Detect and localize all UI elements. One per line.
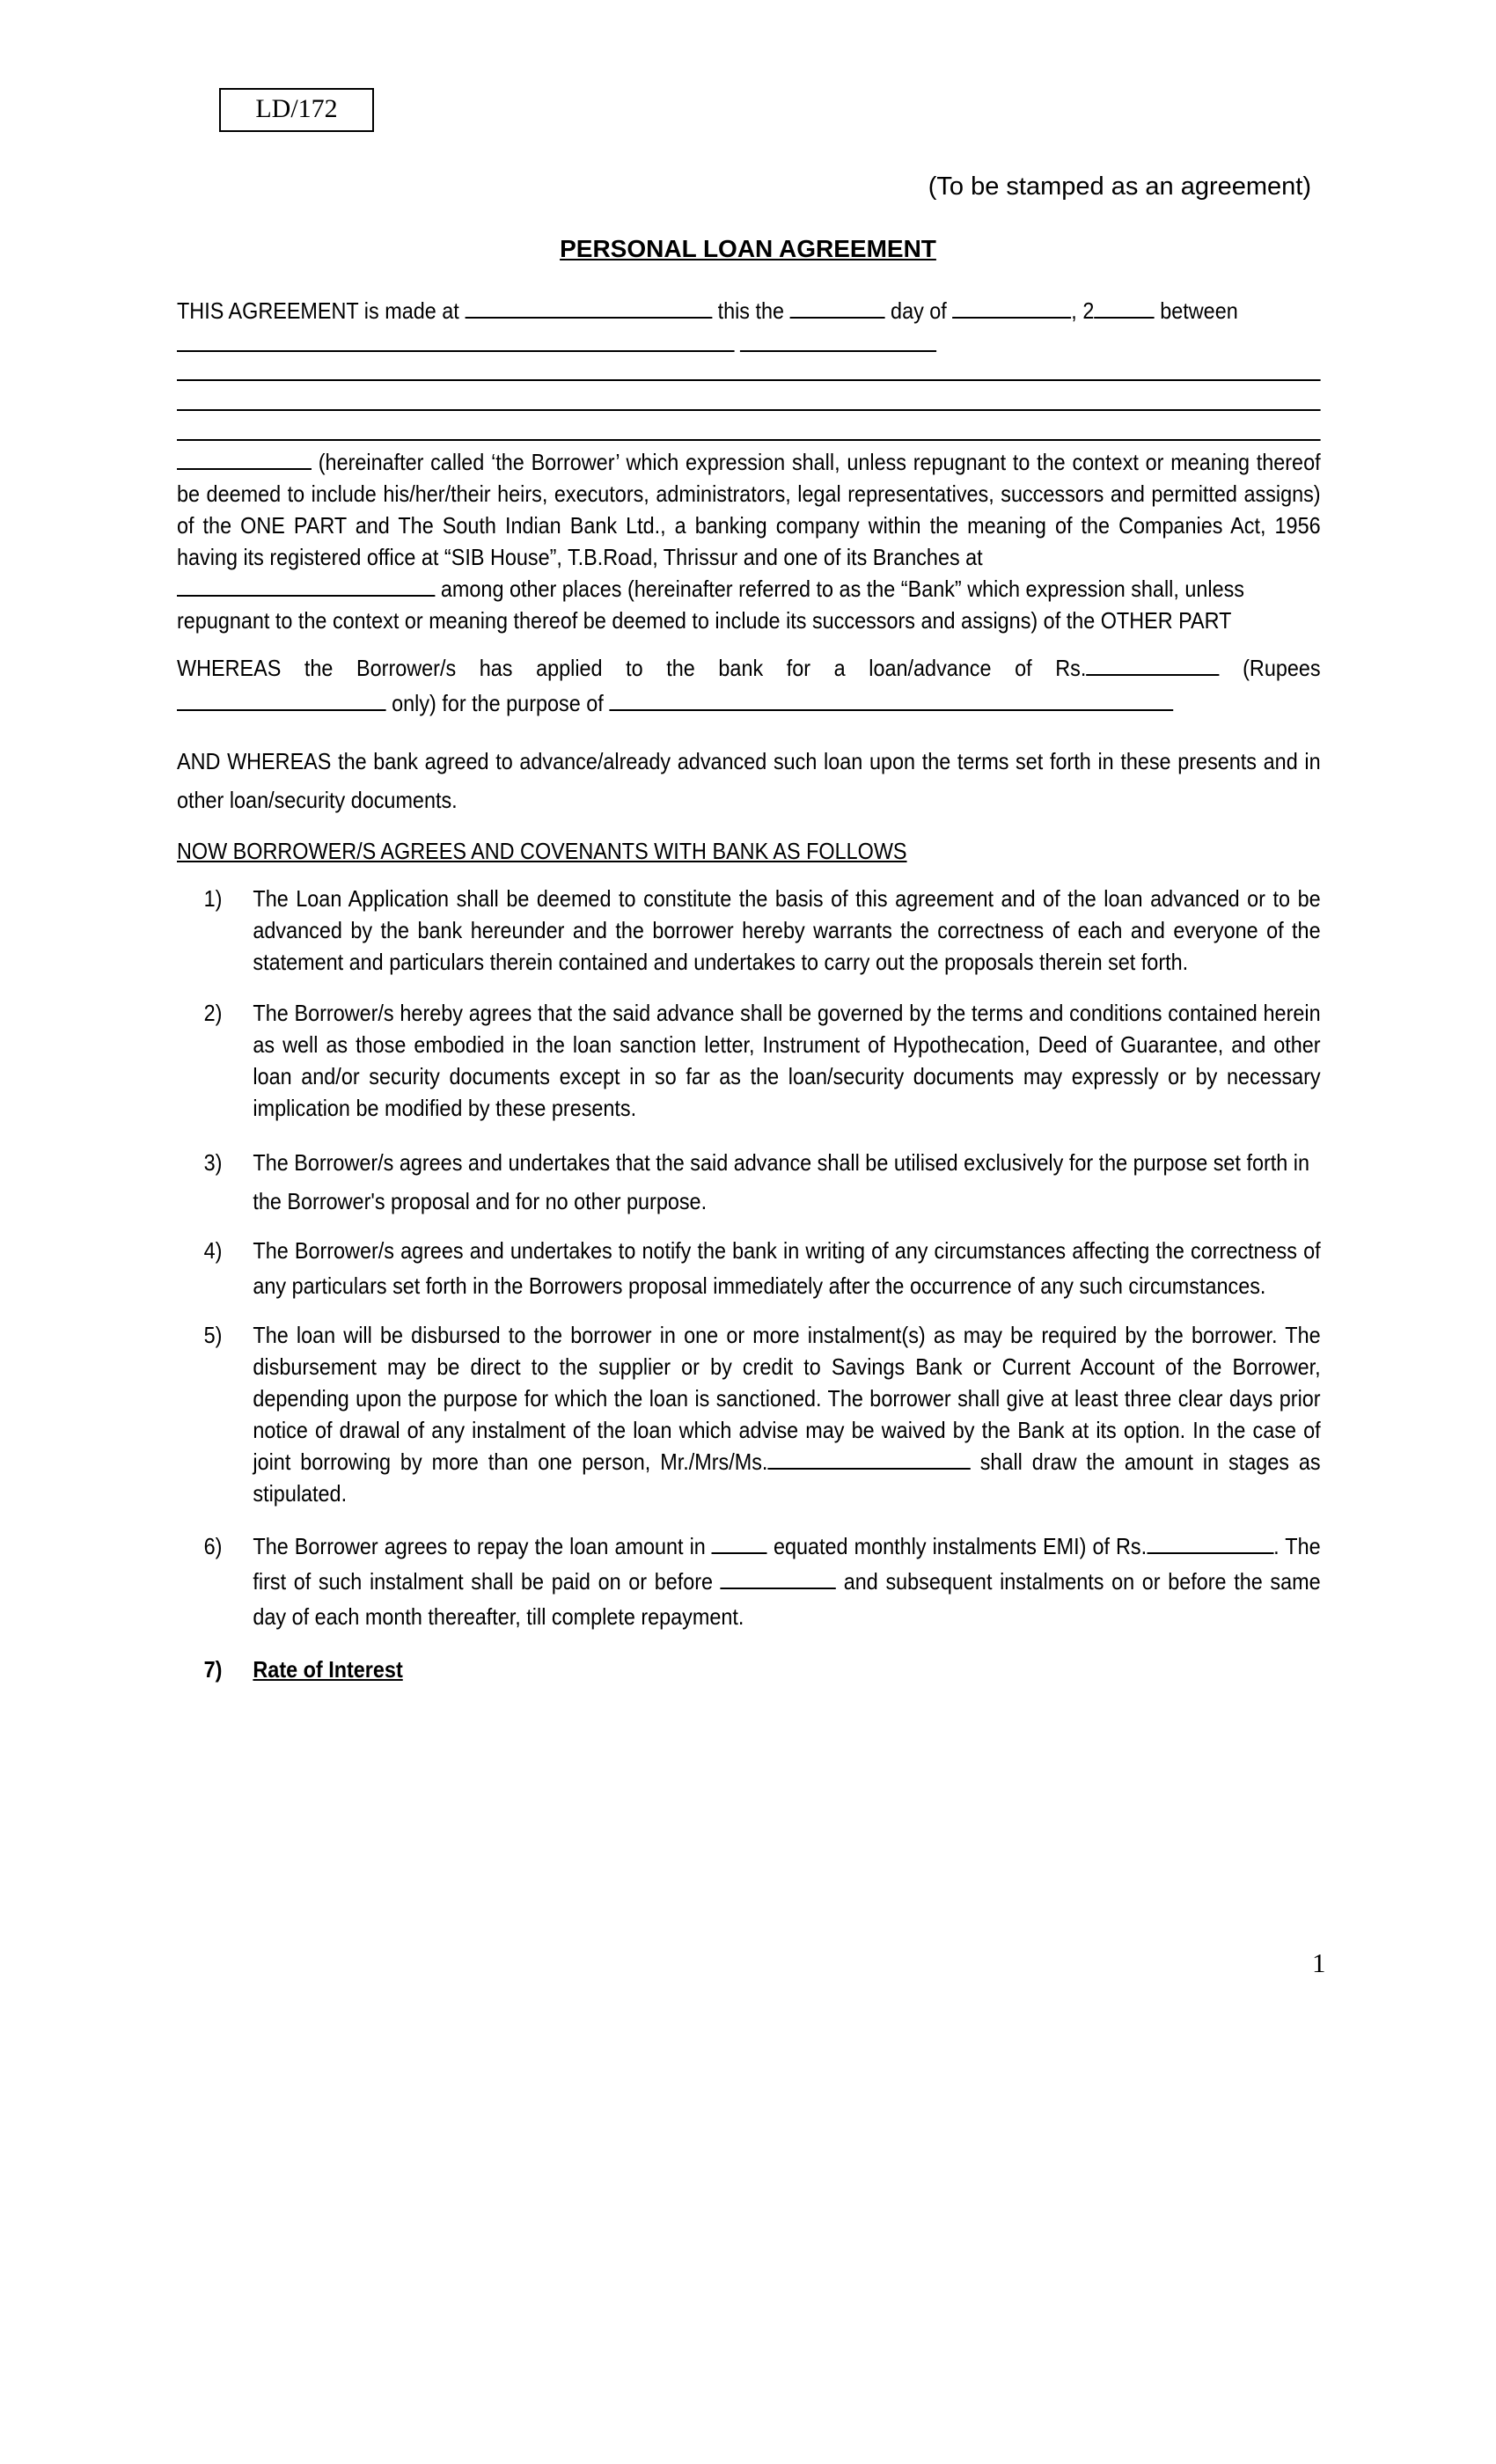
clause-6-text-d: and subsequent instalments on or before the same day of each month thereafter, till complete repayment. xyxy=(253,1568,1321,1630)
clause-number: 1) xyxy=(203,885,223,912)
rate-of-interest-heading: Rate of Interest xyxy=(253,1656,403,1683)
this-the-label: this the xyxy=(717,297,785,324)
bank-definition-text-2: repugnant to the context or meaning thereof be deemed to include its successors and assigns) of the OTHER PART xyxy=(177,607,1232,634)
clause-number: 7) xyxy=(203,1656,223,1683)
clause-3 xyxy=(177,1143,1321,1221)
clause-5-text-a: The loan will be disbursed to the borrower in one or more instalment(s) as may be required by the borrower. The disbursement may be direct to the supplier or by credit to Savings Bank or Current Account of the Borrower, depending upon the purpose for which the loan is sanctioned. The borrower shall give at least three clear days prior notice of drawal of any instalment of the loan which advise may be waived by the Bank at its option. In the case of joint borrowing by more than one person, Mr./Mrs/Ms. xyxy=(253,1322,1321,1475)
clause-7 xyxy=(177,1654,1321,1685)
borrower-address-line-3[interactable] xyxy=(177,411,1321,441)
borrower-address-line-2[interactable] xyxy=(177,381,1321,411)
clause-number: 5) xyxy=(203,1322,223,1348)
clause-text: The Loan Application shall be deemed to constitute the basis of this agreement and of the loan advanced or to be advanced by the bank hereunder and the borrower hereby warrants the correctness of each and everyone of the statement and particulars therein contained and undertakes to carry out the proposals therein set forth. xyxy=(253,885,1321,975)
page-number: 1 xyxy=(1312,1947,1326,1978)
branch-line xyxy=(177,573,1321,605)
amount-words-field[interactable] xyxy=(177,690,386,711)
clause-number: 3) xyxy=(203,1149,223,1176)
place-field[interactable] xyxy=(465,297,712,319)
day-of-label: day of xyxy=(891,297,947,324)
clause-text: The Borrower/s hereby agrees that the said advance shall be governed by the terms and conditions contained herein as well as those embodied in the loan sanction letter, Instrument of Hypothecation, Deed of Guarantee, and other loan and/or security documents except in so far as the loan/security documents may expressly or by necessary implication be modified by these presents. xyxy=(253,1000,1321,1121)
clause-text: The Borrower/s agrees and undertakes that the said advance shall be utilised exclusively for the purpose set forth in the Borrower's proposal and for no other purpose. xyxy=(253,1149,1309,1214)
clause-4 xyxy=(177,1233,1321,1303)
whereas-line-2 xyxy=(177,687,1321,719)
parties-paragraph xyxy=(177,446,1321,573)
clause-text xyxy=(253,1319,1320,1509)
emi-amount-field[interactable] xyxy=(1147,1533,1273,1554)
year-field[interactable] xyxy=(1094,297,1154,319)
first-instalment-date-field[interactable] xyxy=(721,1568,836,1589)
clause-number: 6) xyxy=(203,1533,223,1559)
stamp-note: (To be stamped as an agreement) xyxy=(928,172,1311,201)
party-name-line xyxy=(177,328,1321,360)
clause-6-text-b: equated monthly instalments EMI) of Rs. xyxy=(773,1533,1148,1559)
made-at-label: THIS AGREEMENT is made at xyxy=(177,297,459,324)
between-label: between xyxy=(1160,297,1238,324)
covenants-heading: NOW BORROWER/S AGREES AND COVENANTS WITH BANK AS FOLLOWS xyxy=(177,838,907,864)
bank-definition-text: among other places (hereinafter referred to as the “Bank” which expression shall, unless xyxy=(440,576,1244,602)
document-title: PERSONAL LOAN AGREEMENT xyxy=(560,235,936,262)
whereas-paragraph xyxy=(177,652,1321,684)
borrower-name-field[interactable] xyxy=(177,331,735,352)
clause-6 xyxy=(177,1529,1321,1634)
clause-text xyxy=(253,1529,1320,1634)
month-field[interactable] xyxy=(952,297,1071,319)
loan-amount-field[interactable] xyxy=(1086,655,1219,676)
branch-field[interactable] xyxy=(177,576,435,597)
emi-count-field[interactable] xyxy=(712,1533,767,1554)
clause-text: The Borrower/s agrees and undertakes to notify the bank in writing of any circumstances affecting the correctness of any particulars set forth in the Borrowers proposal immediately after the occurrence of any such circumstances. xyxy=(253,1237,1321,1299)
borrower-address-line-1[interactable] xyxy=(177,360,1321,381)
purpose-label: only) for the purpose of xyxy=(392,690,604,716)
rupees-label: (Rupees xyxy=(1243,655,1321,681)
clause-5-text-b: shall draw the amount in stages as stipulated. xyxy=(253,1448,1321,1507)
clause-5 xyxy=(177,1319,1321,1509)
clause-number: 2) xyxy=(203,1000,223,1026)
and-whereas-paragraph: AND WHEREAS the bank agreed to advance/already advanced such loan upon the terms set forth in these presents and in other loan/security documents. xyxy=(177,748,1321,813)
clause-1 xyxy=(177,883,1321,978)
year-prefix: , 2 xyxy=(1071,297,1095,324)
clause-number: 4) xyxy=(203,1237,223,1264)
clause-2 xyxy=(177,997,1321,1124)
clause-6-text-c: . The first of such instalment shall be paid on or before xyxy=(253,1533,1321,1595)
reference-code-box: LD/172 xyxy=(219,88,374,132)
agreement-body xyxy=(177,295,1321,1685)
purpose-field[interactable] xyxy=(609,690,1173,711)
borrower-address-end-field[interactable] xyxy=(177,449,312,470)
intro-line xyxy=(177,295,1321,326)
whereas-text: WHEREAS the Borrower/s has applied to the bank for a loan/advance of Rs. xyxy=(177,655,1087,681)
borrower-definition-text: (hereinafter called ‘the Borrower’ which expression shall, unless repugnant to the context or meaning thereof be deemed to include his/her/their heirs, executors, administrators, legal representatives, successors and permitted assigns) of the ONE PART and The South Indian Bank Ltd., a banking company within the meaning of the Companies Act, 1956 having its registered office at “SIB House”, T.B.Road, Thrissur and one of its Branches at xyxy=(177,449,1321,570)
joint-borrower-name-field[interactable] xyxy=(767,1448,970,1470)
borrower-name-field-2[interactable] xyxy=(740,331,936,352)
day-field[interactable] xyxy=(790,297,885,319)
clause-6-text-a: The Borrower agrees to repay the loan amount in xyxy=(253,1533,706,1559)
